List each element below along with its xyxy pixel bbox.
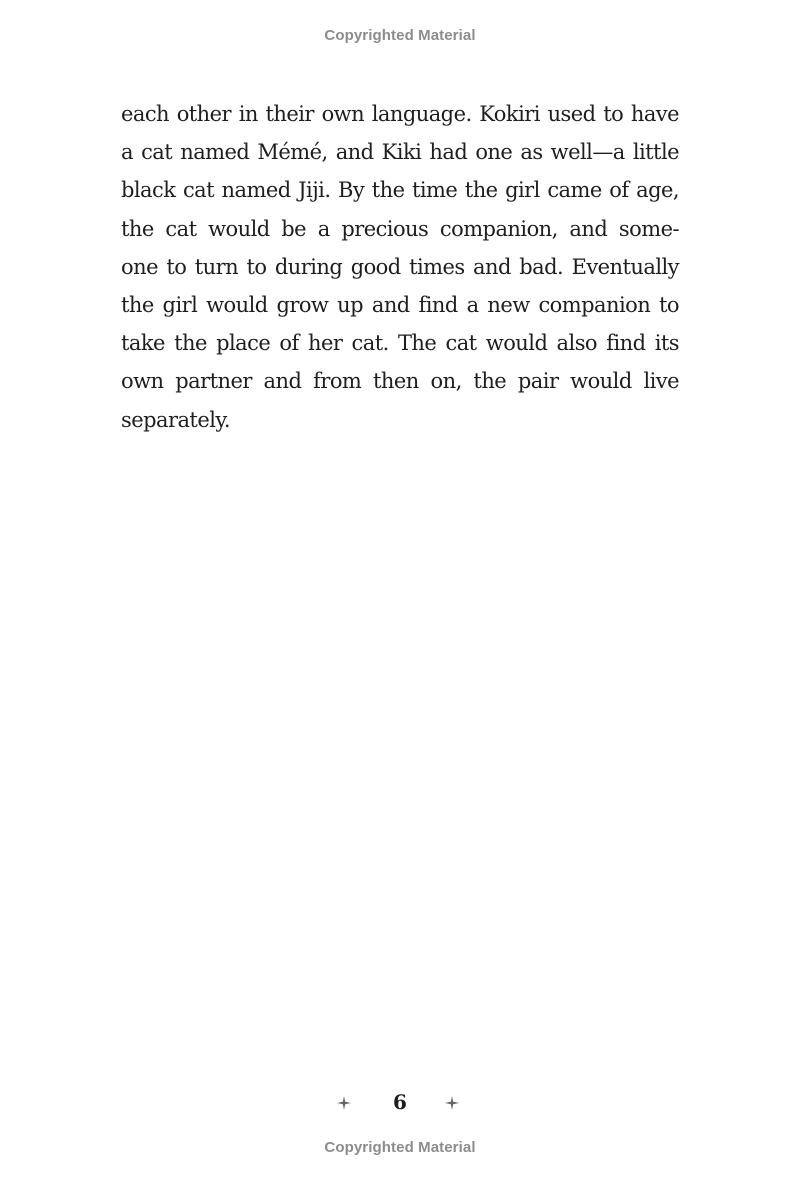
text-line: own partner and from then on, the pair would live [121, 369, 679, 394]
text-line: the girl would grow up and find a new companion to [121, 293, 679, 318]
page-footer [0, 1088, 800, 1118]
text-line: black cat named Jiji. By the time the girl came of age, [121, 178, 679, 203]
text-line: take the place of her cat. The cat would also find its [121, 331, 679, 356]
text-line: each other in their own language. Kokiri used to have [121, 102, 679, 126]
footer-watermark: Copyrighted Material [324, 1139, 476, 1156]
text-line: separately. [121, 407, 231, 432]
star-icon [445, 1096, 459, 1110]
page-number: 6 [393, 1090, 407, 1114]
text-line: the cat would be a precious companion, and some- [121, 216, 679, 241]
body-text [121, 95, 679, 439]
header-watermark: Copyrighted Material [324, 27, 476, 44]
text-line: one to turn to during good times and bad. Eventually [121, 254, 679, 279]
text-line: a cat named Mémé, and Kiki had one as well—a little [121, 140, 679, 165]
